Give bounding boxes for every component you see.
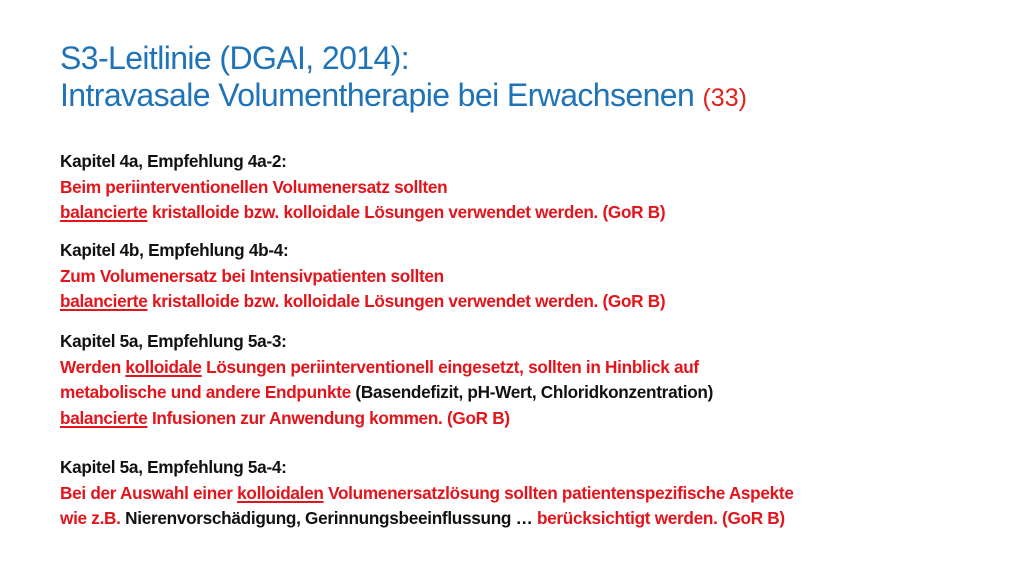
recommendation-text: wie z.B. [60,508,126,528]
recommendation-line: Beim periinterventionellen Volumenersatz sollten [60,176,448,197]
recommendation-4b-4 [60,238,960,315]
underlined-term: kolloidale [125,356,202,377]
title-line-1: S3-Leitlinie (DGAI, 2014): [60,40,410,76]
recommendation-text: Volumenersatzlösung sollten patientenspezifische Aspekte [323,482,794,503]
underlined-term: kolloidalen [237,482,324,503]
recommendation-5a-3 [60,329,960,431]
recommendation-4a-2 [60,149,960,226]
recommendation-line [60,355,960,381]
recommendation-heading: Kapitel 5a, Empfehlung 5a-3: [60,331,287,351]
title-line-2 [60,77,1000,117]
recommendation-text: Bei der Auswahl einer [60,482,238,503]
recommendation-heading: Kapitel 5a, Empfehlung 5a-4: [60,457,287,477]
recommendation-text: Infusionen zur Anwendung kommen. (GoR B) [147,407,510,428]
underlined-term: balancierte [60,407,148,428]
recommendation-line: Zum Volumenersatz bei Intensivpatienten sollten [60,265,444,286]
slide-reference-number: (33) [702,84,747,112]
recommendation-text: Werden [60,356,126,377]
title-line-2-text: Intravasale Volumentherapie bei Erwachsenen [60,77,695,113]
recommendation-text: berücksichtigt werden. (GoR B) [536,508,785,528]
recommendation-heading: Kapitel 4b, Empfehlung 4b-4: [60,240,289,260]
underlined-term: balancierte [60,202,148,222]
recommendation-text: kristalloide bzw. kolloidale Lösungen verwendet werden. (GoR B) [147,202,666,222]
recommendation-examples: Nierenvorschädigung, Gerinnungsbeeinflussung … [125,508,537,528]
recommendation-5a-4 [60,455,960,532]
recommendation-line [60,289,960,315]
recommendation-heading: Kapitel 4a, Empfehlung 4a-2: [60,151,287,171]
recommendation-line [60,506,960,532]
recommendation-parameters: (Basendefizit, pH-Wert, Chloridkonzentration) [355,382,714,402]
underlined-term: balancierte [60,291,148,311]
recommendation-text: Lösungen periinterventionell eingesetzt, sollten in Hinblick auf [201,356,699,377]
recommendation-text: kristalloide bzw. kolloidale Lösungen verwendet werden. (GoR B) [147,291,666,311]
recommendation-text: metabolische und andere Endpunkte [60,382,356,402]
slide-title [60,40,1000,117]
recommendation-line [60,380,960,406]
recommendation-line [60,406,960,432]
recommendation-line [60,481,960,507]
recommendation-line [60,200,960,226]
